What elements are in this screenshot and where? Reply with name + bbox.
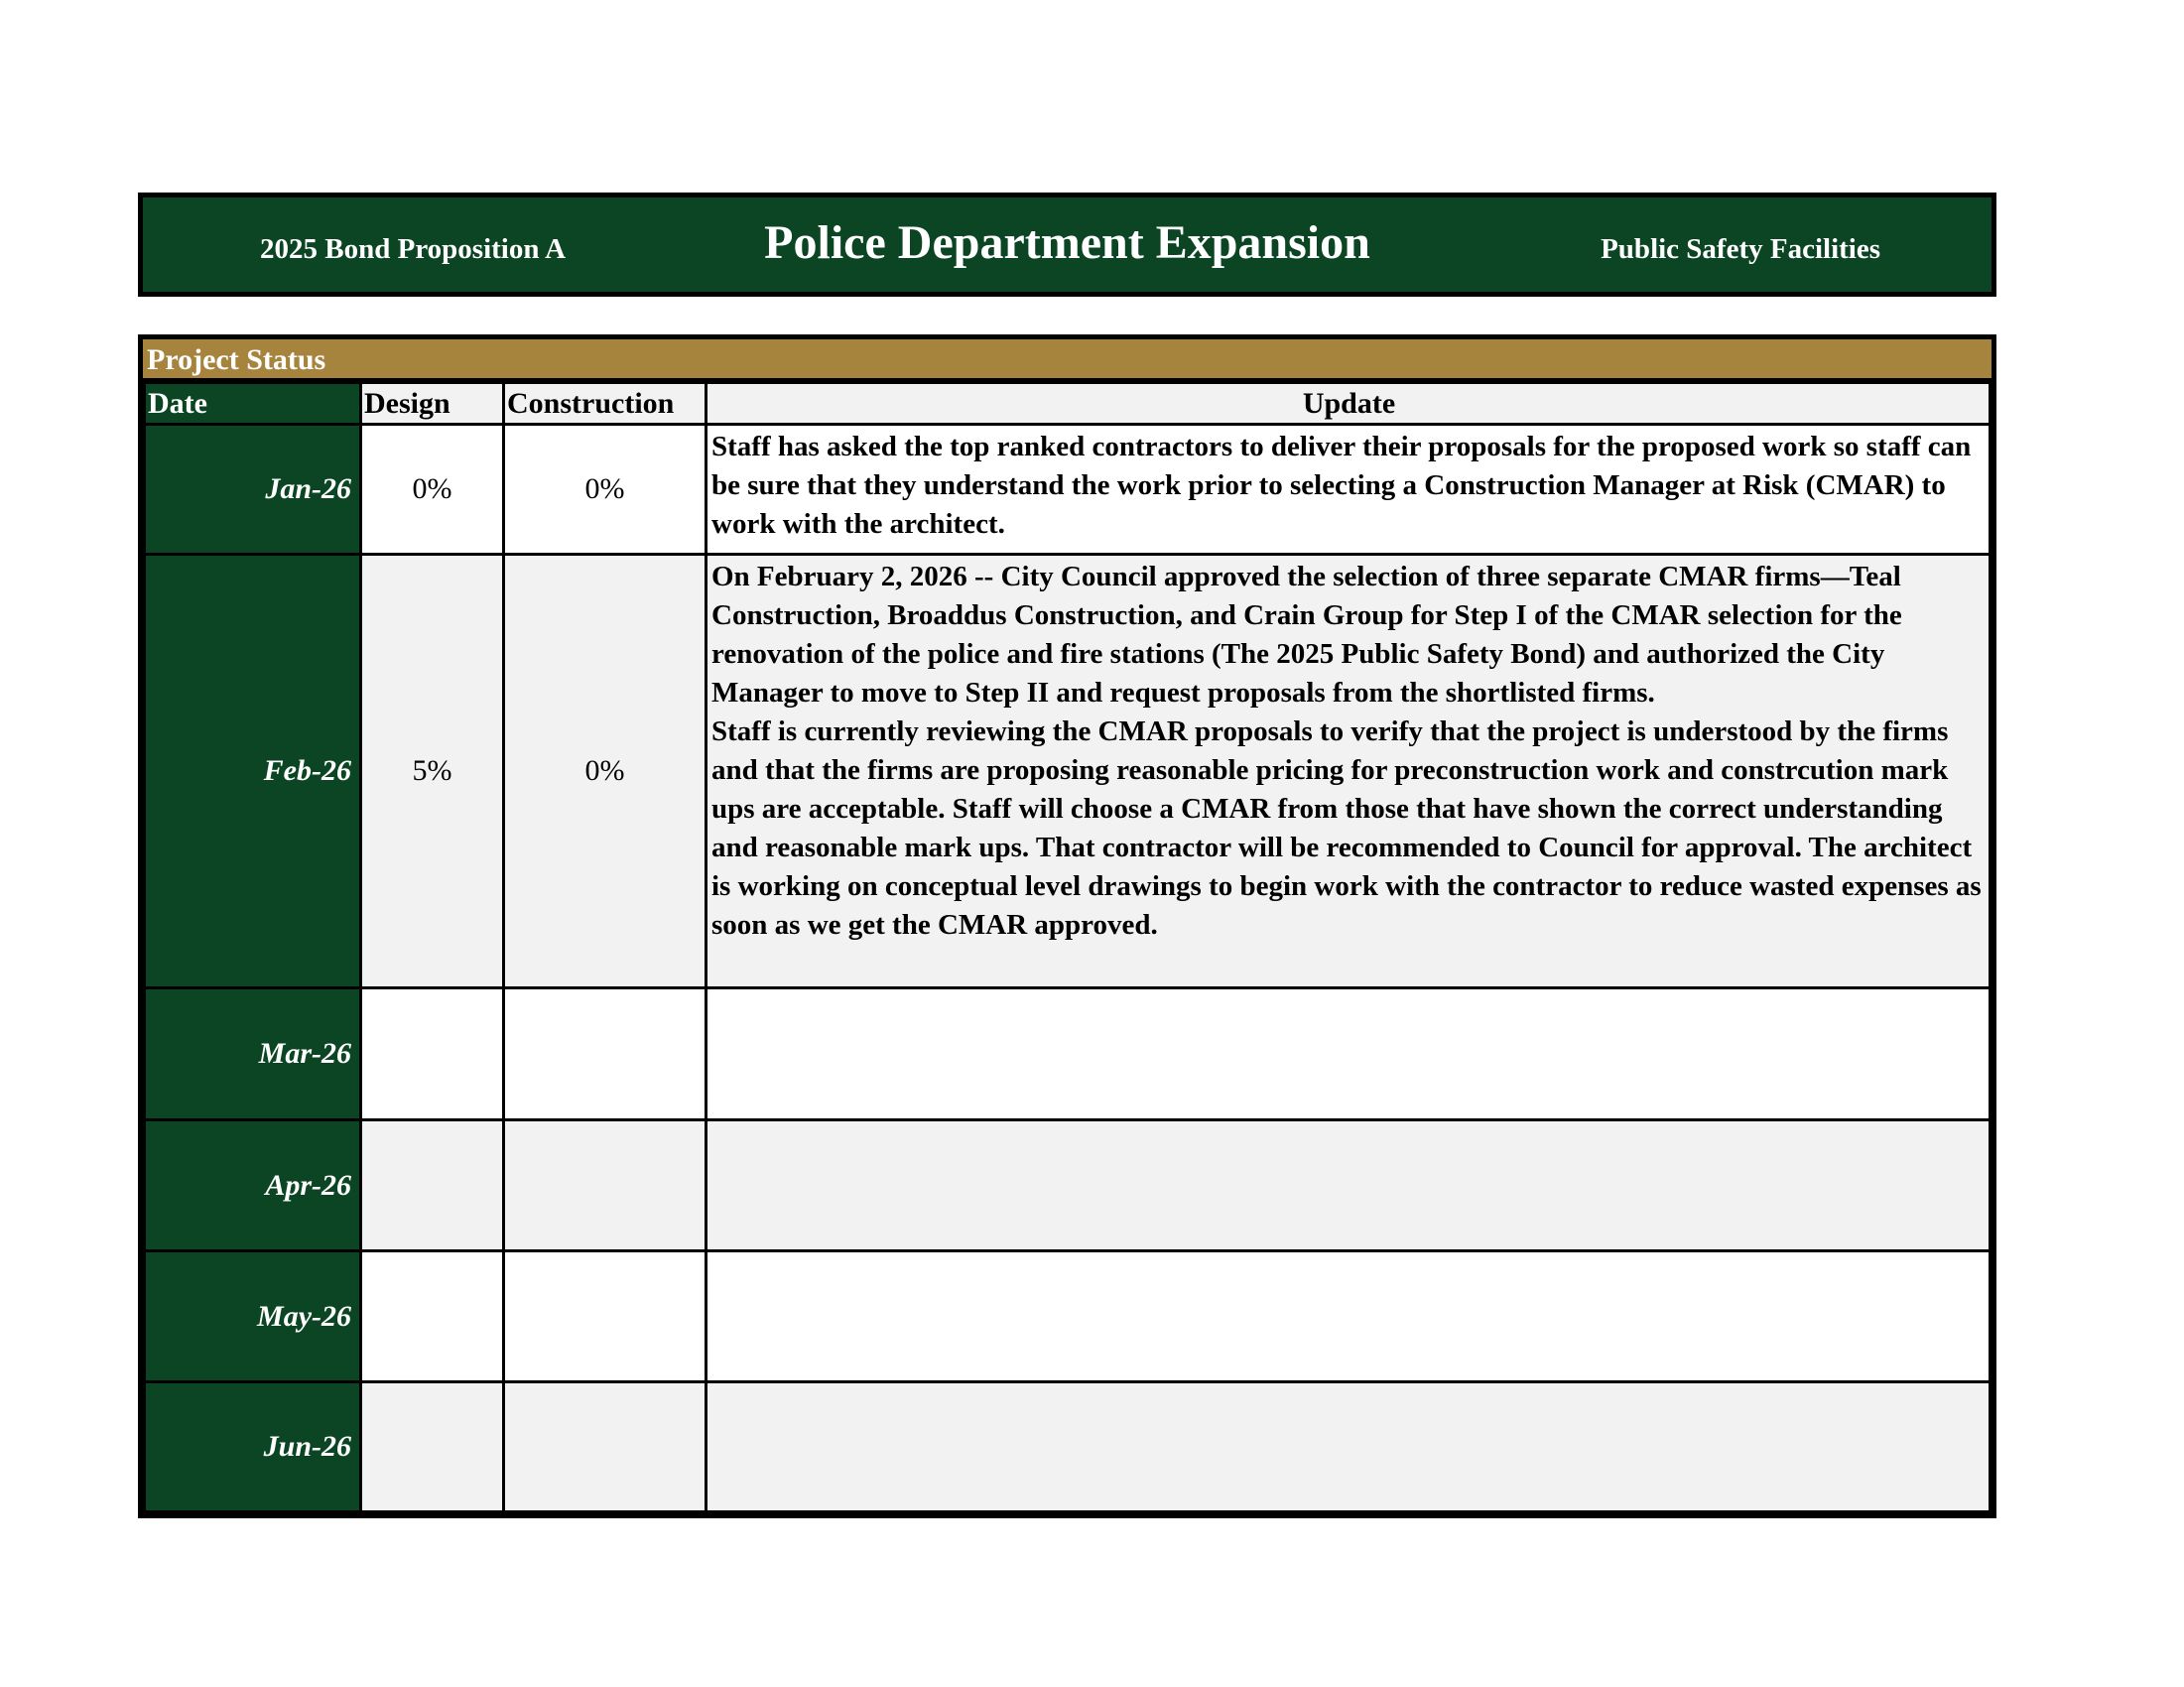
row-construction-pct xyxy=(504,988,707,1120)
status-title: Project Status xyxy=(143,339,1991,381)
table-row xyxy=(145,555,1991,988)
table-row xyxy=(145,1120,1991,1251)
row-design-pct: 0% xyxy=(361,425,504,555)
project-banner xyxy=(138,193,1996,297)
row-design-pct xyxy=(361,1382,504,1512)
bond-proposition-label: 2025 Bond Proposition A xyxy=(260,233,567,265)
row-update xyxy=(707,1251,1991,1382)
column-header-construction: Construction xyxy=(504,383,707,425)
table-row xyxy=(145,1382,1991,1512)
row-update xyxy=(707,425,1991,555)
status-grid xyxy=(143,381,1991,1513)
update-paragraph: On February 2, 2026 -- City Council approved the selection of three separate CMAR firms—Teal Construction, Broaddus Construction, and Crain Group for Step I of the CMAR selection for the renovation of the police and fire stations (The 2025 Public Safety Bond) and authorized the City Manager to move to Step II and request proposals from the shortlisted firms. xyxy=(711,561,1902,709)
row-date: Feb-26 xyxy=(145,555,361,988)
row-construction-pct: 0% xyxy=(504,425,707,555)
update-paragraph: Staff has asked the top ranked contractors to deliver their proposals for the proposed work so staff can be sure that they understand the work prior to selecting a Construction Manager at Risk (CMAR) to work with the architect. xyxy=(711,431,1972,540)
category-label: Public Safety Facilities xyxy=(1601,233,1880,265)
row-date: Jun-26 xyxy=(145,1382,361,1512)
table-row xyxy=(145,425,1991,555)
row-date: May-26 xyxy=(145,1251,361,1382)
row-construction-pct xyxy=(504,1120,707,1251)
row-update xyxy=(707,555,1991,988)
column-header-update: Update xyxy=(707,383,1991,425)
row-date: Jan-26 xyxy=(145,425,361,555)
header-row xyxy=(145,383,1991,425)
row-construction-pct xyxy=(504,1382,707,1512)
update-paragraph: Staff is currently reviewing the CMAR proposals to verify that the project is understood by the firms and that the firms are proposing reasonable pricing for preconstruction work and constrcution mark ups are acceptable. Staff will choose a CMAR from those that have shown the correct understanding and reasonable mark ups. That contractor will be recommended to Council for approval. The architect is working on conceptual level drawings to begin work with the contractor to reduce wasted expenses as soon as we get the CMAR approved. xyxy=(711,715,1982,941)
column-header-date: Date xyxy=(145,383,361,425)
row-design-pct: 5% xyxy=(361,555,504,988)
table-row xyxy=(145,1251,1991,1382)
row-update xyxy=(707,988,1991,1120)
row-design-pct xyxy=(361,988,504,1120)
project-status-table xyxy=(138,334,1996,1518)
table-row xyxy=(145,988,1991,1120)
column-header-design: Design xyxy=(361,383,504,425)
row-construction-pct xyxy=(504,1251,707,1382)
row-design-pct xyxy=(361,1251,504,1382)
row-design-pct xyxy=(361,1120,504,1251)
row-update xyxy=(707,1120,1991,1251)
page-title: Police Department Expansion xyxy=(764,216,1370,269)
row-date: Apr-26 xyxy=(145,1120,361,1251)
row-date: Mar-26 xyxy=(145,988,361,1120)
row-construction-pct: 0% xyxy=(504,555,707,988)
row-update xyxy=(707,1382,1991,1512)
